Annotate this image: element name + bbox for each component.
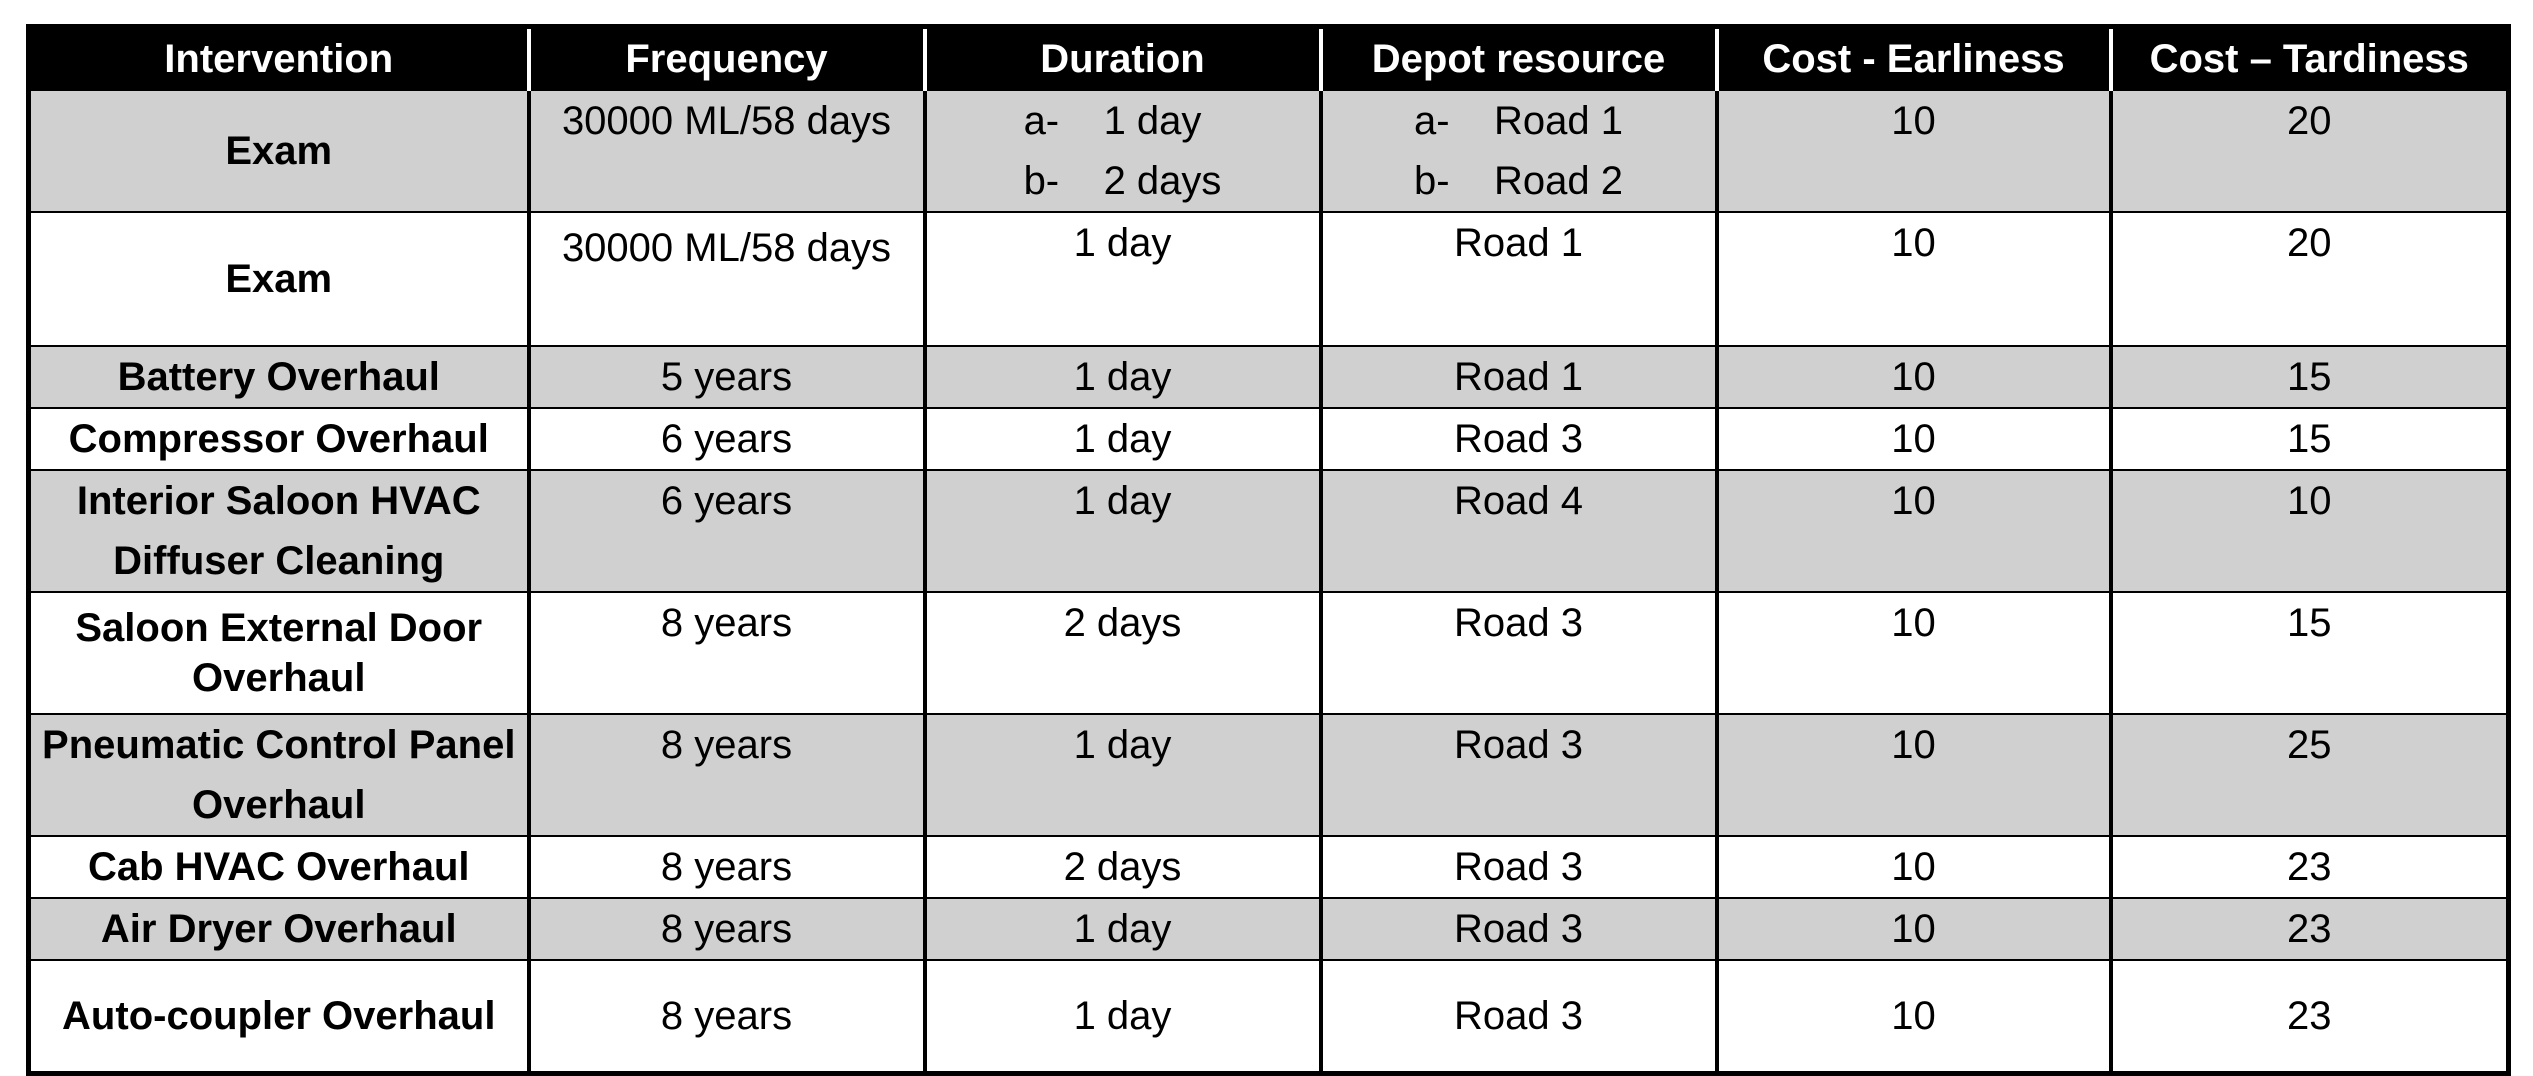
cell-cost-tardiness: 20 <box>2111 90 2509 212</box>
cell-intervention: Pneumatic Control Panel Overhaul <box>29 714 529 836</box>
header-duration: Duration <box>925 27 1321 91</box>
option-prefix: a- <box>1414 99 1450 143</box>
cell-frequency: 8 years <box>529 592 925 714</box>
cell-depot-resource: Road 3 <box>1321 408 1717 470</box>
cell-cost-tardiness: 25 <box>2111 714 2509 836</box>
cell-duration: 1 day <box>925 408 1321 470</box>
cell-frequency: 30000 ML/58 days <box>529 90 925 212</box>
header-frequency: Frequency <box>529 27 925 91</box>
table-row <box>29 960 2509 1074</box>
duration-option-a <box>1024 91 1222 151</box>
cell-cost-tardiness: 23 <box>2111 960 2509 1074</box>
cell-cost-earliness: 10 <box>1717 408 2111 470</box>
cell-intervention: Saloon External Door Overhaul <box>29 592 529 714</box>
depot-options <box>1414 91 1623 211</box>
cell-depot-resource <box>1321 90 1717 212</box>
cell-intervention: Exam <box>29 212 529 346</box>
option-value: Road 1 <box>1494 99 1623 143</box>
cell-cost-tardiness: 23 <box>2111 836 2509 898</box>
option-prefix: a- <box>1023 99 1060 143</box>
cell-cost-tardiness: 10 <box>2111 470 2509 592</box>
table-row <box>29 470 2509 592</box>
cell-cost-tardiness: 15 <box>2111 346 2509 408</box>
duration-option-b <box>1024 151 1222 211</box>
table-row <box>29 408 2509 470</box>
cell-depot-resource: Road 3 <box>1321 898 1717 960</box>
cell-depot-resource: Road 1 <box>1321 212 1717 346</box>
table-row <box>29 714 2509 836</box>
duration-options <box>1024 91 1222 211</box>
cell-cost-tardiness: 15 <box>2111 408 2509 470</box>
cell-frequency: 8 years <box>529 714 925 836</box>
depot-option-a <box>1414 91 1623 151</box>
cell-frequency: 5 years <box>529 346 925 408</box>
cell-cost-earliness: 10 <box>1717 90 2111 212</box>
cell-cost-tardiness: 20 <box>2111 212 2509 346</box>
cell-intervention: Battery Overhaul <box>29 346 529 408</box>
header-cost-tardiness: Cost – Tardiness <box>2111 27 2509 91</box>
cell-duration <box>925 90 1321 212</box>
cell-depot-resource: Road 3 <box>1321 714 1717 836</box>
cell-frequency: 6 years <box>529 408 925 470</box>
header-cost-earliness: Cost - Earliness <box>1717 27 2111 91</box>
table-row <box>29 212 2509 346</box>
cell-depot-resource: Road 3 <box>1321 960 1717 1074</box>
cell-cost-earliness: 10 <box>1717 960 2111 1074</box>
cell-cost-earliness: 10 <box>1717 836 2111 898</box>
cell-depot-resource: Road 4 <box>1321 470 1717 592</box>
cell-depot-resource: Road 3 <box>1321 592 1717 714</box>
header-intervention: Intervention <box>29 27 529 91</box>
cell-frequency: 6 years <box>529 470 925 592</box>
cell-depot-resource: Road 3 <box>1321 836 1717 898</box>
cell-intervention: Air Dryer Overhaul <box>29 898 529 960</box>
cell-frequency: 8 years <box>529 898 925 960</box>
cell-duration: 1 day <box>925 470 1321 592</box>
option-value: Road 2 <box>1494 159 1623 203</box>
cell-intervention: Interior Saloon HVAC Diffuser Cleaning <box>29 470 529 592</box>
cell-cost-earliness: 10 <box>1717 592 2111 714</box>
table-row <box>29 90 2509 212</box>
cell-intervention: Compressor Overhaul <box>29 408 529 470</box>
cell-duration: 2 days <box>925 836 1321 898</box>
cell-frequency: 8 years <box>529 960 925 1074</box>
cell-duration: 1 day <box>925 898 1321 960</box>
cell-duration: 1 day <box>925 212 1321 346</box>
cell-intervention: Exam <box>29 90 529 212</box>
table-row <box>29 898 2509 960</box>
cell-cost-earliness: 10 <box>1717 346 2111 408</box>
maintenance-interventions-table <box>26 24 2511 1076</box>
maintenance-table-container <box>26 24 2506 1076</box>
cell-cost-tardiness: 15 <box>2111 592 2509 714</box>
option-value: 2 days <box>1103 159 1222 203</box>
cell-intervention: Cab HVAC Overhaul <box>29 836 529 898</box>
table-header-row <box>29 27 2509 91</box>
cell-cost-earliness: 10 <box>1717 470 2111 592</box>
cell-cost-earliness: 10 <box>1717 714 2111 836</box>
table-row <box>29 346 2509 408</box>
table-row <box>29 836 2509 898</box>
depot-option-b <box>1414 151 1623 211</box>
cell-depot-resource: Road 1 <box>1321 346 1717 408</box>
header-depot-resource: Depot resource <box>1321 27 1717 91</box>
cell-frequency: 30000 ML/58 days <box>529 212 925 346</box>
option-value: 1 day <box>1103 99 1202 143</box>
cell-cost-earliness: 10 <box>1717 898 2111 960</box>
cell-cost-tardiness: 23 <box>2111 898 2509 960</box>
cell-duration: 2 days <box>925 592 1321 714</box>
cell-duration: 1 day <box>925 714 1321 836</box>
option-prefix: b- <box>1414 159 1450 203</box>
cell-duration: 1 day <box>925 346 1321 408</box>
cell-intervention: Auto-coupler Overhaul <box>29 960 529 1074</box>
cell-frequency: 8 years <box>529 836 925 898</box>
option-prefix: b- <box>1023 159 1060 203</box>
table-row <box>29 592 2509 714</box>
cell-cost-earliness: 10 <box>1717 212 2111 346</box>
cell-duration: 1 day <box>925 960 1321 1074</box>
